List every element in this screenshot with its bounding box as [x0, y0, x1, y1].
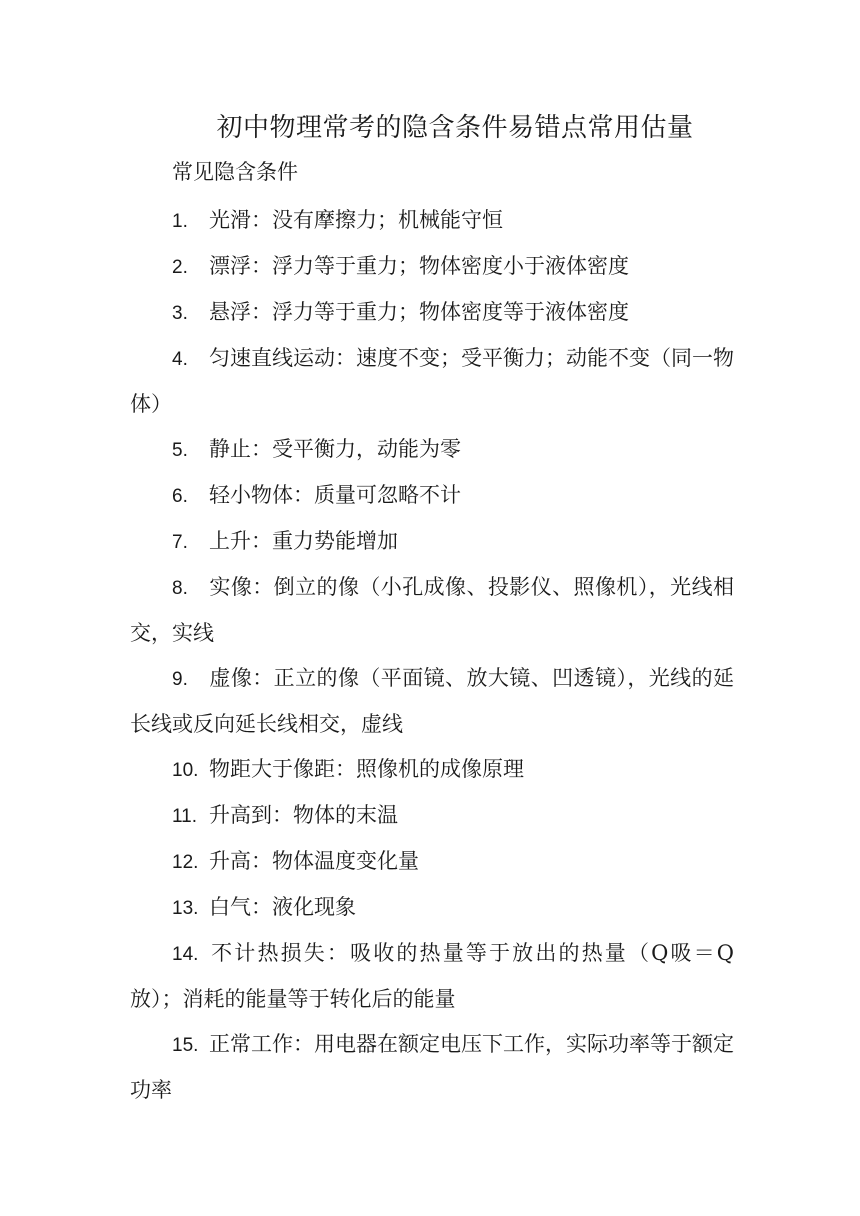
section-heading: 常见隐含条件 [172, 160, 298, 184]
item-text: 实像：倒立的像（小孔成像、投影仪、照像机），光线相交，实线 [130, 575, 734, 645]
item-number: 13. [172, 898, 199, 919]
item-text: 不计热损失：吸收的热量等于放出的热量（Q吸＝Q放）；消耗的能量等于转化后的能量 [130, 941, 734, 1011]
item-text: 悬浮：浮力等于重力；物体密度等于液体密度 [209, 300, 629, 324]
list-item [130, 565, 734, 656]
item-number: 9. [172, 669, 188, 690]
list-item [130, 793, 734, 839]
list-item [130, 244, 734, 290]
list-item [130, 198, 734, 244]
list-item [130, 336, 734, 427]
list-item [130, 1022, 734, 1113]
list-item [130, 519, 734, 565]
item-text: 升高：物体温度变化量 [209, 849, 419, 873]
item-text: 物距大于像距：照像机的成像原理 [209, 757, 524, 781]
item-text: 静止：受平衡力，动能为零 [209, 437, 461, 461]
item-number: 5. [172, 440, 188, 461]
item-text: 白气：液化现象 [209, 895, 356, 919]
item-number: 14. [172, 944, 199, 965]
item-number: 2. [172, 257, 188, 278]
condition-list [130, 198, 734, 1113]
item-text: 虚像：正立的像（平面镜、放大镜、凹透镜），光线的延长线或反向延长线相交，虚线 [130, 666, 734, 736]
list-item [130, 839, 734, 885]
list-item [130, 656, 734, 747]
item-text: 上升：重力势能增加 [209, 529, 398, 553]
item-text: 匀速直线运动：速度不变；受平衡力；动能不变（同一物体） [130, 346, 734, 416]
item-text: 光滑：没有摩擦力；机械能守恒 [209, 208, 503, 232]
item-text: 正常工作：用电器在额定电压下工作，实际功率等于额定功率 [130, 1032, 734, 1102]
item-number: 1. [172, 211, 188, 232]
list-item [130, 747, 734, 793]
list-item [130, 290, 734, 336]
item-number: 12. [172, 852, 199, 873]
item-number: 6. [172, 486, 188, 507]
item-text: 轻小物体：质量可忽略不计 [209, 483, 461, 507]
list-item [130, 473, 734, 519]
item-number: 4. [172, 349, 188, 370]
item-number: 8. [172, 578, 188, 599]
list-item [130, 931, 734, 1022]
item-number: 7. [172, 532, 188, 553]
item-text: 漂浮：浮力等于重力；物体密度小于液体密度 [209, 254, 629, 278]
item-number: 3. [172, 303, 188, 324]
list-item [130, 427, 734, 473]
list-item [130, 885, 734, 931]
item-number: 10. [172, 760, 199, 781]
item-number: 11. [172, 806, 198, 827]
item-number: 15. [172, 1035, 199, 1056]
item-text: 升高到：物体的末温 [209, 803, 398, 827]
document-title: 初中物理常考的隐含条件易错点常用估量 [216, 113, 694, 143]
